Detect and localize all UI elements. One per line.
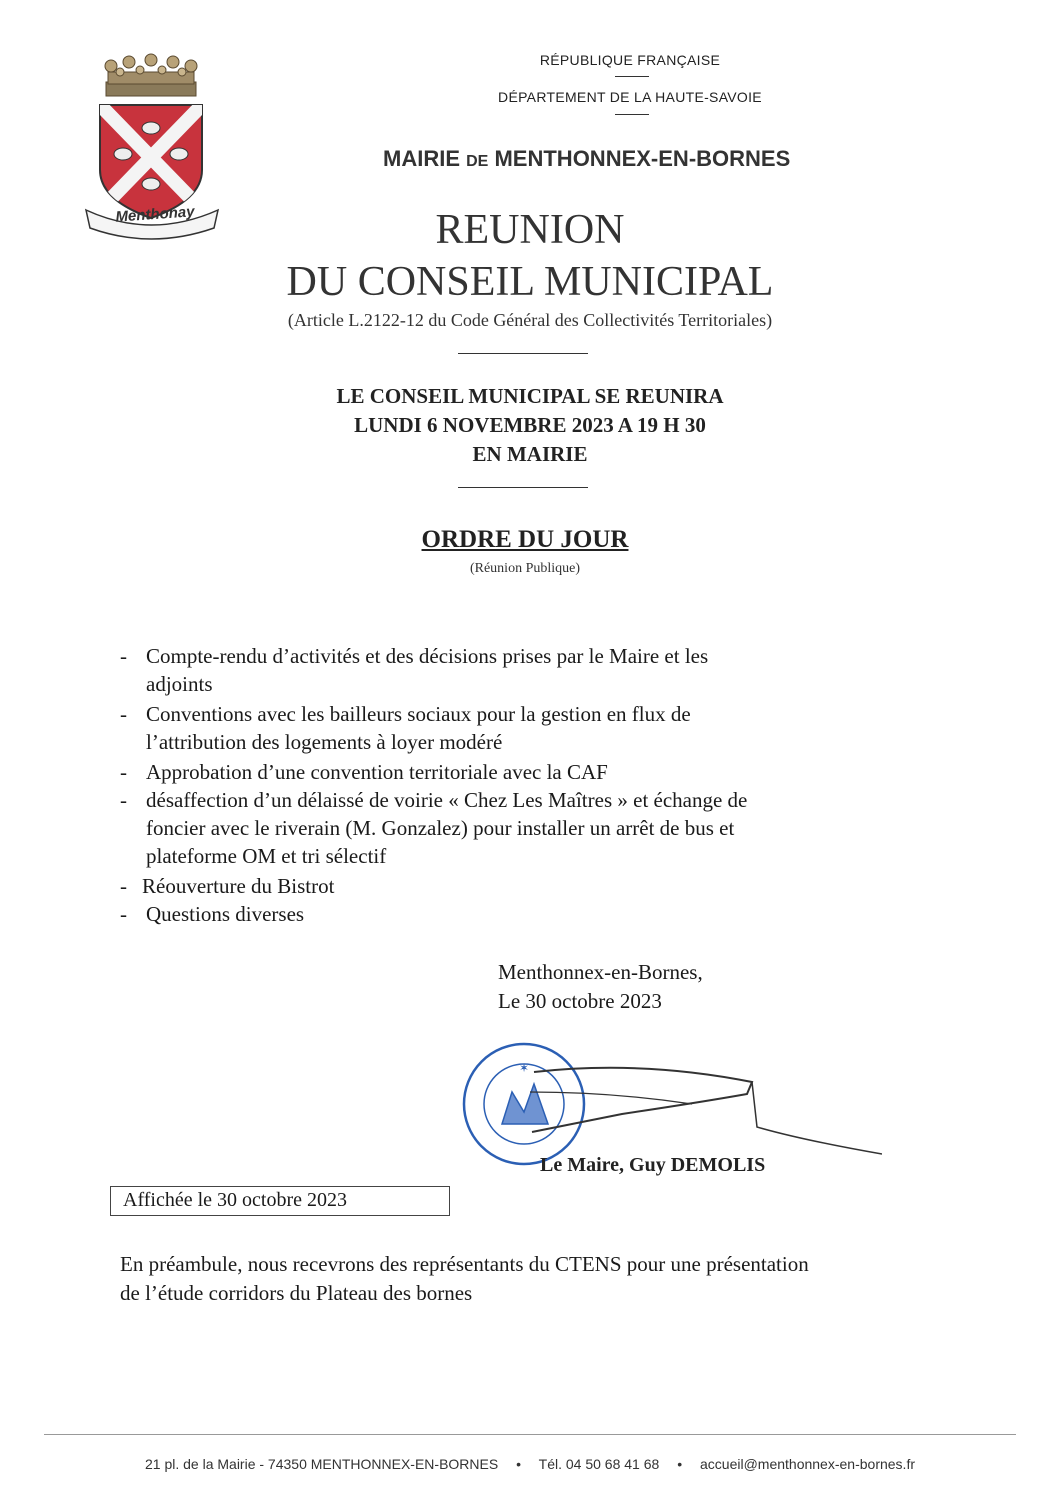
- agenda-item-text: l’attribution des logements à loyer modéré: [146, 730, 503, 754]
- footer-address: 21 pl. de la Mairie - 74350 MENTHONNEX-EN-BORNES: [144, 1456, 499, 1472]
- bullet-dash: -: [120, 902, 127, 926]
- title-line-1: REUNION: [435, 207, 625, 253]
- date: Le 30 octobre 2023: [498, 989, 662, 1013]
- article-reference: (Article L.2122-12 du Code Général des Collectivités Territoriales): [287, 310, 773, 330]
- bullet-dash: -: [120, 874, 127, 898]
- stamp-seal-icon: [464, 1044, 584, 1164]
- agenda-item-text: désaffection d’un délaissé de voirie « Chez Les Maîtres » et échange de: [146, 788, 748, 812]
- agenda-item: [120, 642, 880, 698]
- bullet-dash: -: [120, 788, 127, 812]
- divider: [458, 487, 588, 488]
- place-and-date: [498, 958, 703, 1016]
- agenda-item-text: Approbation d’une convention territoriale avec la CAF: [146, 760, 608, 784]
- republique-label: RÉPUBLIQUE FRANÇAISE: [539, 52, 721, 68]
- crest-motto: Menthonay: [114, 203, 196, 226]
- crown-icon: [105, 54, 197, 96]
- posting-date-box: Affichée le 30 octobre 2023: [110, 1186, 450, 1216]
- divider: [615, 76, 649, 77]
- agenda-item-text: Compte-rendu d’activités et des décisions prises par le Maire et les: [146, 644, 709, 668]
- meeting-location: EN MAIRIE: [472, 442, 588, 466]
- mairie-heading: [383, 146, 790, 172]
- footer-email[interactable]: accueil@menthonnex-en-bornes.fr: [700, 1456, 915, 1472]
- agenda-item: [120, 758, 880, 786]
- footer: [44, 1456, 1016, 1472]
- preamble-line: de l’étude corridors du Plateau des bornes: [120, 1281, 473, 1305]
- agenda-item-text: foncier avec le riverain (M. Gonzalez) pour installer un arrêt de bus et: [146, 816, 735, 840]
- agenda-subheading: (Réunion Publique): [469, 561, 581, 576]
- bullet-dash: -: [120, 702, 127, 726]
- agenda-item-text: Conventions avec les bailleurs sociaux pour la gestion en flux de: [146, 702, 691, 726]
- agenda-item: [120, 872, 880, 900]
- agenda-item-text: adjoints: [146, 672, 213, 696]
- footer-separator: •: [516, 1456, 522, 1472]
- preamble-line: En préambule, nous recevrons des représentants du CTENS pour une présentation: [120, 1252, 809, 1276]
- agenda-item: [120, 900, 880, 928]
- municipal-crest: [78, 50, 228, 240]
- meeting-line-1: LE CONSEIL MUNICIPAL SE REUNIRA: [336, 384, 724, 408]
- mayor-signature-name: Le Maire, Guy DEMOLIS: [540, 1154, 766, 1176]
- place: Menthonnex-en-Bornes,: [498, 960, 703, 984]
- agenda-item-text: Questions diverses: [146, 902, 305, 926]
- divider: [615, 114, 649, 115]
- shield-icon: [100, 105, 202, 218]
- footer-separator: •: [677, 1456, 683, 1472]
- footer-divider: [44, 1434, 1016, 1435]
- agenda-item: [120, 700, 880, 756]
- agenda-item-text: plateforme OM et tri sélectif: [146, 844, 387, 868]
- svg-text:✶: ✶: [518, 1061, 530, 1075]
- title-line-2: DU CONSEIL MUNICIPAL: [286, 259, 774, 305]
- agenda-item-text: Réouverture du Bistrot: [142, 874, 335, 898]
- divider: [458, 353, 588, 354]
- meeting-date: LUNDI 6 NOVEMBRE 2023 A 19 H 30: [354, 413, 706, 437]
- agenda-heading: ORDRE DU JOUR: [421, 526, 629, 553]
- preamble: [120, 1250, 1000, 1308]
- footer-phone: Tél. 04 50 68 41 68: [538, 1456, 660, 1472]
- mairie-word: MAIRIE: [383, 146, 460, 171]
- mairie-commune: MENTHONNEX-EN-BORNES: [494, 146, 791, 171]
- departement-label: DÉPARTEMENT DE LA HAUTE-SAVOIE: [498, 89, 762, 105]
- bullet-dash: -: [120, 760, 127, 784]
- agenda-item: [120, 786, 880, 870]
- mairie-de: DE: [466, 153, 489, 170]
- bullet-dash: -: [120, 644, 127, 668]
